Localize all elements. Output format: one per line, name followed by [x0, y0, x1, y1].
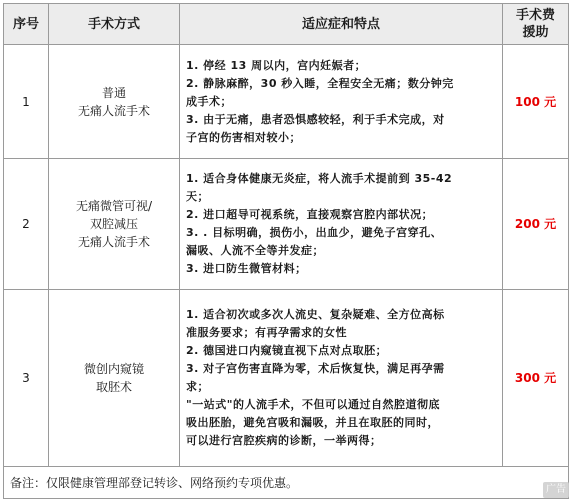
row-number: 1	[4, 45, 49, 158]
feature-line: 吸出胚胎，避免宫吸和漏吸，并且在取胚的同时，	[186, 416, 439, 429]
surgery-name-line: 无痛人流手术	[77, 235, 150, 249]
table-row	[4, 290, 568, 467]
table-row	[4, 159, 568, 290]
header-subsidy-line1: 手术费	[515, 8, 555, 23]
surgery-name-line: 无痛微管可视/	[75, 199, 153, 213]
price-label: 200 元	[514, 217, 557, 231]
feature-line: 漏吸、人流不全等并发症；	[186, 244, 324, 257]
surgery-name	[49, 45, 180, 158]
feature-line: 1. 适合身体健康无炎症，将人流手术提前到 35-42	[186, 172, 453, 185]
surgery-name-line: 微创内窥镜	[83, 362, 144, 376]
table-header-row	[4, 4, 568, 45]
surgery-name-line: 无痛人流手术	[77, 103, 150, 118]
feature-line: 3. 进口防生微管材料；	[186, 262, 307, 275]
feature-line: "一站式"的人流手术，不但可以通过自然腔道彻底	[186, 398, 440, 411]
header-subsidy	[503, 4, 568, 44]
feature-line: 求；	[186, 380, 209, 393]
surgery-name	[49, 290, 180, 466]
table-note: 备注：仅限健康管理部登记转诊、网络预约专项优惠。	[10, 476, 299, 490]
feature-line: 3. 由于无痛，患者恐惧感较轻，利于手术完成，对	[186, 112, 445, 126]
surgery-name	[49, 159, 180, 289]
header-number: 序号	[4, 4, 49, 44]
ad-badge: 广告	[543, 482, 569, 498]
feature-line: 准服务要求；有再孕需求的女性	[186, 326, 347, 339]
feature-line: 2. 进口超导可视系统，直接观察宫腔内部状况；	[186, 208, 434, 221]
header-subsidy-line2: 援助	[522, 25, 549, 40]
row-number: 2	[4, 159, 49, 289]
feature-line: 天；	[186, 190, 209, 203]
pricing-table	[3, 3, 569, 499]
surgery-features	[180, 159, 503, 289]
surgery-features	[180, 45, 503, 158]
header-method: 手术方式	[49, 4, 180, 44]
header-features: 适应症和特点	[180, 4, 503, 44]
feature-line: 成手术；	[186, 94, 232, 108]
feature-line: 1. 适合初次或多次人流史、复杂疑难、全方位高标	[186, 308, 445, 321]
price-label: 100 元	[514, 94, 557, 109]
table-row	[4, 45, 568, 159]
row-number: 3	[4, 290, 49, 466]
surgery-name-line: 取胚术	[95, 380, 132, 394]
feature-line: 2. 静脉麻醉，30 秒入睡，全程安全无痛；数分钟完	[186, 76, 454, 90]
surgery-features	[180, 290, 503, 466]
feature-line: 2. 德国进口内窥镜直视下点对点取胚；	[186, 344, 388, 357]
price-label: 300 元	[514, 371, 557, 385]
surgery-name-line: 双腔减压	[89, 217, 138, 231]
feature-line: 1. 停经 13 周以内，宫内妊娠者；	[186, 58, 367, 72]
feature-line: 3. . 目标明确，损伤小，出血少，避免子宫穿孔、	[186, 226, 443, 239]
feature-line: 3. 对子宫伤害直降为零，术后恢复快，满足再孕需	[186, 362, 445, 375]
feature-line: 子宫的伤害相对较小；	[186, 130, 301, 144]
feature-line: 可以进行宫腔疾病的诊断，一举两得；	[186, 434, 382, 447]
surgery-name-line: 普通	[101, 85, 126, 100]
